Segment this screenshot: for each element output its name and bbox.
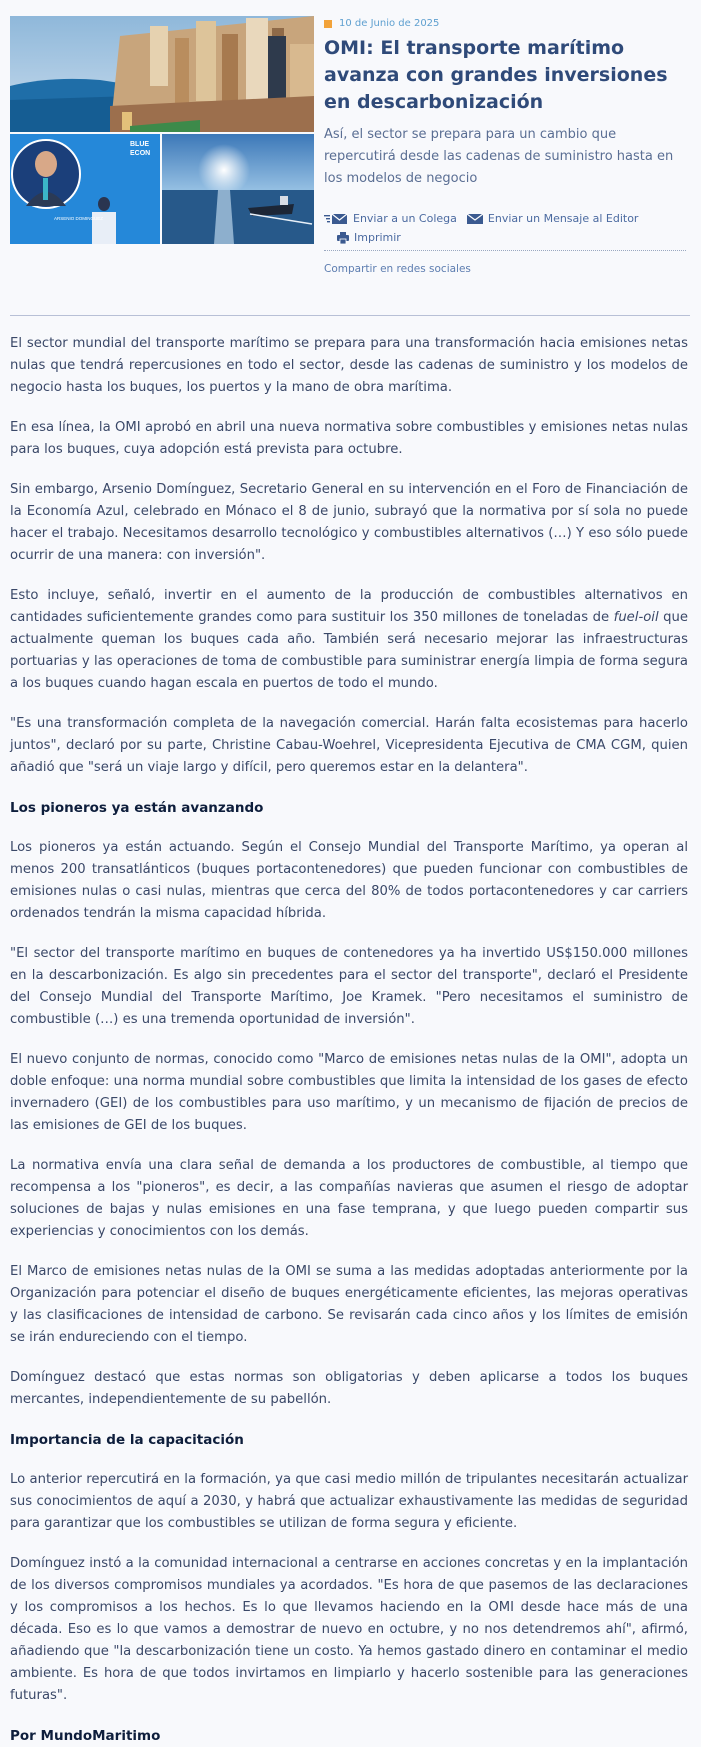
article-subtitle: Así, el sector se prepara para un cambio que repercutirá desde las cadenas de suministro hasta en los modelos de negocio xyxy=(324,127,674,186)
article-title: OMI: El transporte marítimo avanza con grandes inversiones en descarbonización xyxy=(324,37,668,113)
printer-icon xyxy=(337,232,349,244)
paragraph-4-emphasis: fuel-oil xyxy=(613,610,659,625)
ship-at-sea-photo xyxy=(162,134,314,244)
paragraph-4-part-a: Esto incluye, señaló, invertir en el aumento de la producción de combustibles alternativos en cantidades suficientemente grandes como para sustituir los 350 millones de toneladas de xyxy=(10,588,688,625)
paragraph-2: En esa línea, la OMI aprobó en abril una nueva normativa sobre combustibles y emisiones netas nulas para los buques, cuya adopción está prevista para octubre. xyxy=(10,420,688,457)
speaker-stage-photo xyxy=(10,134,160,244)
paragraph-1: El sector mundial del transporte marítimo se prepara para una transformación hacia emisiones netas nulas que tendrá repercusiones en todo el sector, desde las cadenas de suministro y los modelos de negocio hasta los buques, los puertos y la mano de obra marítima. xyxy=(10,336,688,395)
paragraph-4-part-b: que actualmente queman los buques cada año. También será necesario mejorar las infraestructuras portuarias y las operaciones de toma de combustible para suministrar energía limpia de forma segura a los buques cuando hagan escala en puertos de todo el mundo. xyxy=(10,610,688,691)
print-link[interactable] xyxy=(337,231,401,244)
date-row xyxy=(324,18,690,29)
paragraph-10: El Marco de emisiones netas nulas de la OMI se suma a las medidas adoptadas anteriormente por la Organización para potenciar el diseño de buques energéticamente eficientes, las mejoras operativas y las clasificaciones de intensidad de carbono. Se revisarán cada cinco años y los límites de emisión se irán endureciendo con el tiempo. xyxy=(10,1264,688,1345)
paragraph-3: Sin embargo, Arsenio Domínguez, Secretario General en su intervención en el Foro de Financiación de la Economía Azul, celebrado en Mónaco el 8 de junio, subrayó que la normativa por sí sola no puede hacer el trabajo. Necesitamos desarrollo tecnológico y combustibles alternativos (…) Y eso sólo puede ocurrir de una manera: con inversión". xyxy=(10,482,688,563)
paragraph-9: La normativa envía una clara señal de demanda a los productores de combustible, al tiempo que recompensa a los "pioneros", es decir, a las compañías navieras que asumen el riesgo de adoptar soluciones de bajas y nulas emisiones en una fase temprana, y que luego pueden compartir sus experiencias y conocimientos con los demás. xyxy=(10,1158,688,1239)
subheading-training: Importancia de la capacitación xyxy=(10,1432,244,1448)
article-header xyxy=(324,18,690,275)
actions-divider xyxy=(324,250,686,251)
paragraph-13: Domínguez instó a la comunidad internacional a centrarse en acciones concretas y en la implantación de los diversos compromisos mundiales ya acordados. "Es hora de que pasemos de las declaraciones y los compromisos a los hechos. Es lo que llevamos haciendo en la OMI desde hace más de una década. Eso es lo que vamos a demostrar de nuevo en octubre, y no nos detendremos ahí", afirmó, añadiendo que "la descarbonización tiene un costo. Ya hemos gastado dinero en contaminar el medio ambiente. Es hora de que todos invirtamos en limpiarlo y hacerlo sostenible para las generaciones futuras". xyxy=(10,1556,688,1703)
send-to-editor-link[interactable] xyxy=(467,212,639,225)
send-colleague-label: Enviar a un Colega xyxy=(353,212,457,225)
stage-text-econ: ECON xyxy=(130,150,151,157)
send-editor-label: Enviar un Mensaje al Editor xyxy=(487,212,639,225)
paragraph-4 xyxy=(10,585,688,695)
paragraph-7: "El sector del transporte marítimo en buques de contenedores ya ha invertido US$150.000 millones en la descarbonización. Es algo sin precedentes para el sector del transporte", declaró el Presidente del Consejo Mundial del Transporte Marítimo, Joe Kramek. "Pero necesitamos el suministro de combustible (…) es una tremenda oportunidad de inversión". xyxy=(10,946,688,1027)
article-author: Por MundoMaritimo xyxy=(10,1728,161,1744)
paragraph-6: Los pioneros ya están actuando. Según el Consejo Mundial del Transporte Marítimo, ya operan al menos 200 transatlánticos (buques portacontenedores) que pueden funcionar con combustibles de emisiones nulas o casi nulas, mientras que cerca del 80% de todos portacontenedores y car carriers ordenados tendrán la misma capacidad híbrida. xyxy=(10,840,688,921)
subheading-pioneers: Los pioneros ya están avanzando xyxy=(10,800,264,816)
send-to-colleague-link[interactable] xyxy=(324,212,457,225)
paragraph-11: Domínguez destacó que estas normas son obligatorias y deben aplicarse a todos los buques mercantes, independientemente de su pabellón. xyxy=(10,1370,688,1407)
header-divider xyxy=(10,315,690,316)
stage-caption: ARSENIO DOMINGUEZ xyxy=(54,216,104,221)
publish-date: 10 de Junio de 2025 xyxy=(339,18,440,29)
send-colleague-icon xyxy=(324,213,348,225)
article-actions xyxy=(324,212,690,275)
paragraph-8: El nuevo conjunto de normas, conocido como "Marco de emisiones netas nulas de la OMI", adopta un doble enfoque: una norma mundial sobre combustibles que limita la intensidad de los gases de efecto invernadero (GEI) de los combustibles para uso marítimo, y un mecanismo de fijación de precios de las emisiones de GEI de los buques. xyxy=(10,1052,688,1133)
print-label: Imprimir xyxy=(354,231,401,244)
article-body xyxy=(10,333,688,1747)
date-marker-icon xyxy=(324,20,332,28)
envelope-icon xyxy=(467,213,483,225)
paragraph-12: Lo anterior repercutirá en la formación, ya que casi medio millón de tripulantes necesitarán actualizar sus conocimientos de aquí a 2030, y habrá que actualizar exhaustivamente las medidas de seguridad para garantizar que los combustibles se utilizan de forma segura y eficiente. xyxy=(10,1472,688,1531)
header-image-collage xyxy=(10,16,314,244)
stage-text-blue: BLUE xyxy=(130,141,150,148)
paragraph-5: "Es una transformación completa de la navegación comercial. Harán falta ecosistemas para hacerlo juntos", declaró por su parte, Christine Cabau-Woehrel, Vicepresidenta Ejecutiva de CMA CGM, quien añadió que "será un viaje largo y difícil, pero queremos estar en la delantera". xyxy=(10,716,688,775)
monaco-city-photo xyxy=(10,16,314,132)
share-social-link[interactable]: Compartir en redes sociales xyxy=(324,263,471,275)
